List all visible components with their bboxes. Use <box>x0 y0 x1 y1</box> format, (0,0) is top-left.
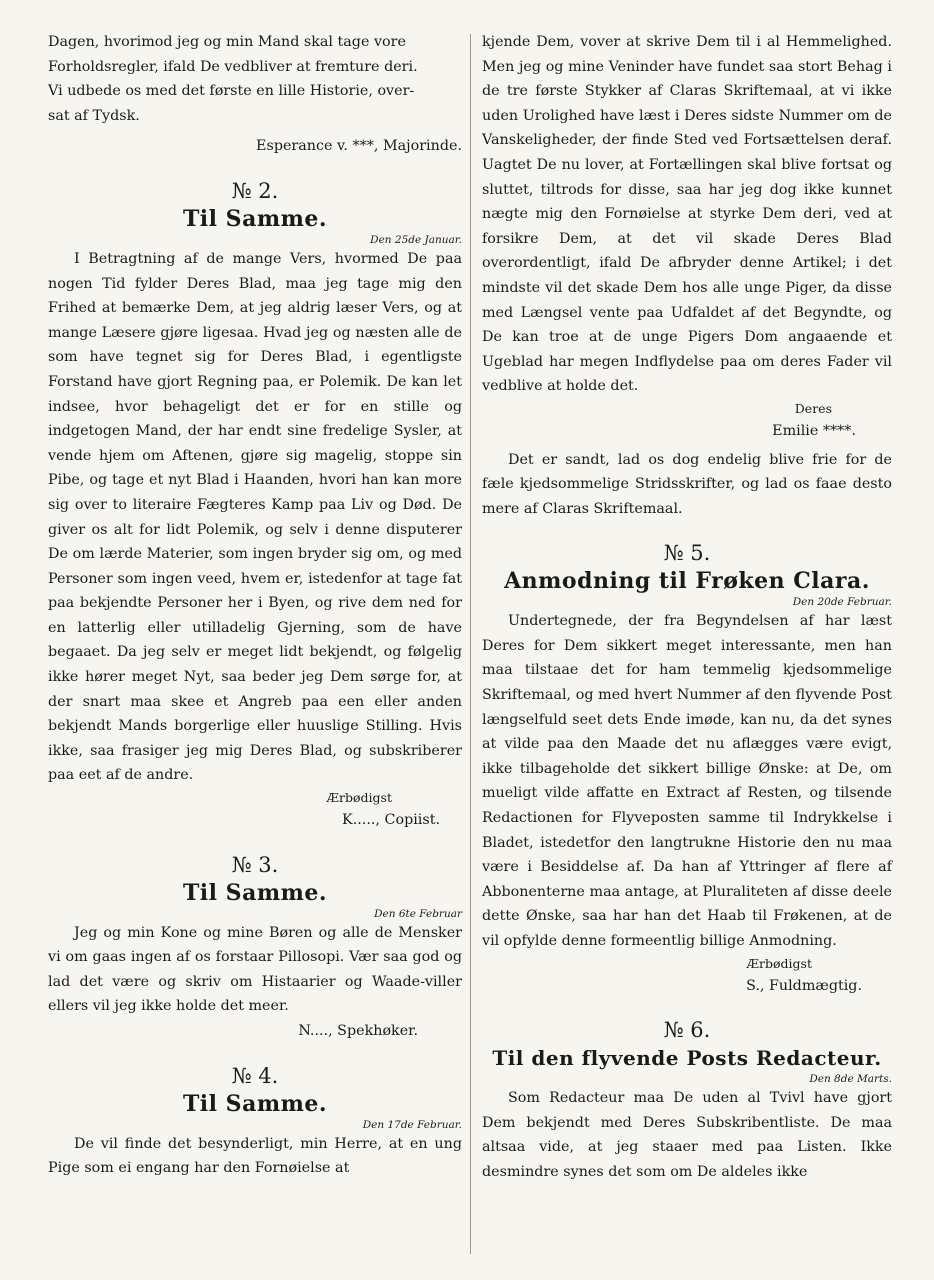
letter-4-closing: Deres <box>794 400 832 416</box>
letter-6-number: № 6. <box>663 1018 711 1043</box>
letter-3-signature: N...., Spekhøker. <box>298 1023 418 1039</box>
intro-signature: Esperance v. ***, Majorinde. <box>256 138 462 155</box>
letter-6-date: Den 8de Marts. <box>809 1073 892 1086</box>
intro-line: Dagen, hvorimod jeg og min Mand skal tage vore <box>48 34 406 50</box>
letter-4-continuation: kjende Dem, vover at skrive Dem til i al Hemmelighed. Men jeg og mine Veninder have fundet saa stort Behag i de tre første Stykker af Claras Skriftemaal, at vi ikke uden Urolighed have læst i Deres sidste Nummer om de Vanskeligheder, der finde Sted ved Fortsættelsen deraf. Uagtet De nu lover, at Fortællingen skal blive fortsat og sluttet, tiltrods for disse, saa har jeg dog ikke kunnet nægte mig den Fornøielse at styrke Dem deri, ved at forsikre Dem, at det vil skade Deres Blad overordentligt, ifald De afbryder denne Artikel; i det mindste vil det skade Dem hos alle unge Piger, da disse med Længsel vente paa Udfaldet af det Begyndte, og De kan troe at de unge Pigers Dom angaaende et Ugeblad har megen Indflydelse paa om deres Fader vil vedblive at holde det. <box>482 34 892 395</box>
letter-2-number: № 2. <box>231 178 279 203</box>
letter-3-date: Den 6te Februar <box>374 907 462 920</box>
letter-6-title: Til den flyvende Posts Redacteur. <box>492 1046 882 1071</box>
letter-4-signature: Emilie ****. <box>772 422 856 439</box>
letter-5-date: Den 20de Februar. <box>792 596 892 609</box>
letter-4-number: № 4. <box>231 1063 279 1088</box>
letter-4-date: Den 17de Februar. <box>362 1118 462 1131</box>
letter-5-body: Undertegnede, der fra Begyndelsen af har læst Deres for Dem sikkert meget interessante, men han maa tilstaae det for ham temmelig kjedsommelige Skriftemaal, og med hvert Nummer af den flyvende Post længselfuld seet dets Ende imøde, kan nu, da det synes at vilde paa den Maade det nu aflægges være evigt, ikke tilbageholde det sikkert billige Ønske: at De, om mueligt vilde affatte en Extract af Resten, og tilsende Redactionen for Flyveposten samme til Indrykkelse i Bladet, istedetfor den langtrukne Historie den nu maa være i Besiddelse af. Da han af Yttringer af flere af Abbonenterne maa antage, at Pluraliteten af disse deele dette Ønske, saa har han det Haab til Frøkenen, at de vil opfylde denne formeentlig billige Anmodning. <box>482 613 892 949</box>
letter-3-number: № 3. <box>231 852 279 877</box>
letter-5-number: № 5. <box>663 541 711 566</box>
left-column <box>48 30 462 1181</box>
intro-line: Vi udbede os med det første en lille Historie, over- <box>48 83 415 100</box>
letter-3-body: Jeg og min Kone og mine Børen og alle de Mensker vi om gaas ingen af os forstaar Pillosopi. Vær saa god og lad det være og skriv om Histaarier og Waade-viller ellers vil jeg ikke holde det meer. <box>48 924 462 1015</box>
letter-5-closing: Ærbødigst <box>746 955 812 971</box>
intro-line: sat af Tydsk. <box>48 107 140 124</box>
letter-4-body: De vil finde det besynderligt, min Herre, at en ung Pige som ei engang har den Fornøielse at <box>48 1135 462 1177</box>
intro-line: Forholdsregler, ifald De vedbliver at fremture deri. <box>48 58 418 75</box>
letter-2-title: Til Samme. <box>182 205 328 232</box>
column-divider <box>470 34 471 1254</box>
letter-2-signature: K....., Copiist. <box>342 812 440 829</box>
letter-5-title: Anmodning til Frøken Clara. <box>504 568 870 595</box>
letter-4-title: Til Samme. <box>182 1090 328 1117</box>
letter-2-closing: Ærbødigst <box>326 790 392 806</box>
letter-2-date: Den 25de Januar. <box>370 233 462 246</box>
right-column <box>482 30 892 1185</box>
editor-note: Det er sandt, lad os dog endelig blive frie for de fæle kjedsommelige Stridsskrifter, og lad os faae desto mere af Claras Skriftemaal. <box>482 451 892 517</box>
letter-2-body: I Betragtning af de mange Vers, hvormed De paa nogen Tid fylder Deres Blad, maa jeg tage mig den Frihed at bemærke Dem, at jeg aldrig læser Vers, og at mange Læsere gjøre ligesaa. Hvad jeg og næsten alle de som have tegnet sig for Deres Blad, i egentligste Forstand have gjort Regning paa, er Polemik. De kan let indsee, hvor behageligt det er for en stille og indgetogen Mand, der har endt sine fredelige Sysler, at vende hjem om Aftenen, gjøre sig magelig, stoppe sin Pibe, og tage et nyt Blad i Haanden, hvori han kan more sig over to literaire Fægteres Kamp paa Liv og Død. De giver os alt for lidt Polemik, og selv i denne disputerer De om lærde Materier, som ingen bryder sig om, og med Personer som ingen veed, hvem er, istedenfor at tage fat paa bekjendte Personer her i Byen, og rive dem ned for en latterlig eller utilladelig Gjerning, som de have begaaet. Da jeg selv er meget lidt bekjendt, og følgelig ikke hører meget Nyt, saa beder jeg Dem sørge for, at der snart maa skee et Angreb paa een eller anden bekjendt Mands borgerlige eller huuslige Stilling. Hvis ikke, saa frasiger jeg mig Deres Blad, og subskriberer paa eet af de andre. <box>48 250 462 784</box>
letter-6-body: Som Redacteur maa De uden al Tvivl have gjort Dem bekjendt med Deres Subskribentliste. De maa altsaa vide, at jeg staaer med paa Listen. Ikke desmindre synes det som om De aldeles ikke <box>482 1090 892 1180</box>
letter-5-signature: S., Fuldmægtig. <box>746 977 862 994</box>
letter-3-title: Til Samme. <box>182 879 328 906</box>
